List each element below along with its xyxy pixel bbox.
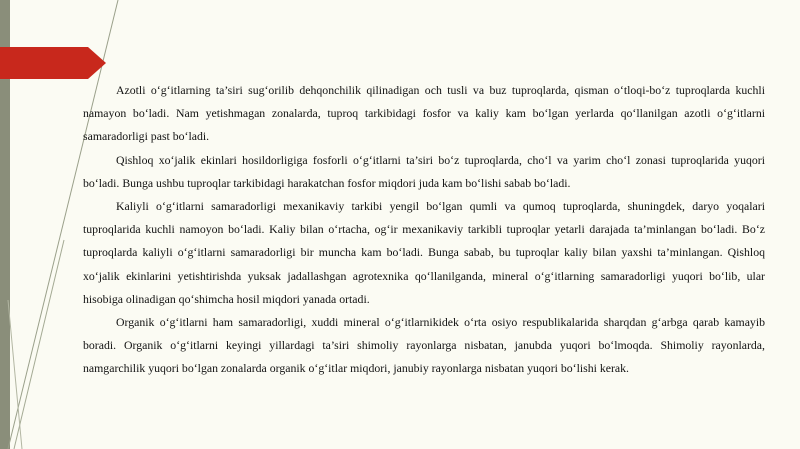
paragraph-organic: Organik o‘g‘itlarni ham samaradorligi, xuddi mineral o‘g‘itlarnikidek o‘rta osiyo respublikalarida sharqdan g‘arbga qarab kamayib boradi. Organik o‘g‘itlarni keyingi yillardagi ta’siri shimoliy rayonlarga nisbatan, janubda yuqori bo‘lmoqda. Shimoliy rayonlarda, namgarchilik yuqori bo‘lgan zonalarda organik o‘g‘itlar miqdori, janubiy rayonlarga nisbatan yuqori bo‘lishi kerak. [83, 315, 765, 376]
paragraph-potassium: Kaliyli o‘g‘itlarni samaradorligi mexanikaviy tarkibi yengil bo‘lgan qumli va qumoq tuproqlarda, shuningdek, daryo yoqalari tuproqlarida kuchli namoyon bo‘ladi. Kaliy bilan o‘rtacha, og‘ir mexanikaviy tarkibli tuproqlar yetarli darajada ta’minlangan bo‘ladi. Bo‘z tuproqlarda kaliyli o‘g‘itlarni samaradorligi bir muncha kam bo‘ladi. Bunga sabab, bu tuproqlar kaliy bilan yaxshi ta’minlangan. Qishloq xo‘jalik ekinlarini yetishtirishda yuksak jadallashgan agrotexnika qo‘llanilganda, mineral o‘g‘itlarning samaradorligi yuqori bo‘lib, ular hisobiga olinadigan qo‘shimcha hosil miqdori yanada ortadi. [83, 199, 765, 306]
red-arrow-shape [0, 47, 106, 79]
paragraph-phosphorus: Qishloq xo‘jalik ekinlari hosildorligiga fosforli o‘g‘itlarni ta’siri bo‘z tuproqlarda, cho‘l va yarim cho‘l zonasi tuproqlarida yuqori bo‘ladi. Bunga ushbu tuproqlar tarkibidagi harakatchan fosfor miqdori juda kam bo‘lishi sabab bo‘ladi. [83, 152, 765, 190]
slide-text [83, 79, 765, 381]
paragraph-nitrogen: Azotli o‘g‘itlarning ta’siri sug‘orilib dehqonchilik qilinadigan och tusli va buz tuproqlarda, qisman o‘tloqi-bo‘z tuproqlarda kuchli namayon bo‘ladi. Nam yetishmagan zonalarda, tuproq tarkibidagi fosfor va kaliy kam bo‘lgan yerlarda qo‘llanilgan azotli o‘g‘itlarni samaradorligi past bo‘ladi. [83, 83, 765, 144]
